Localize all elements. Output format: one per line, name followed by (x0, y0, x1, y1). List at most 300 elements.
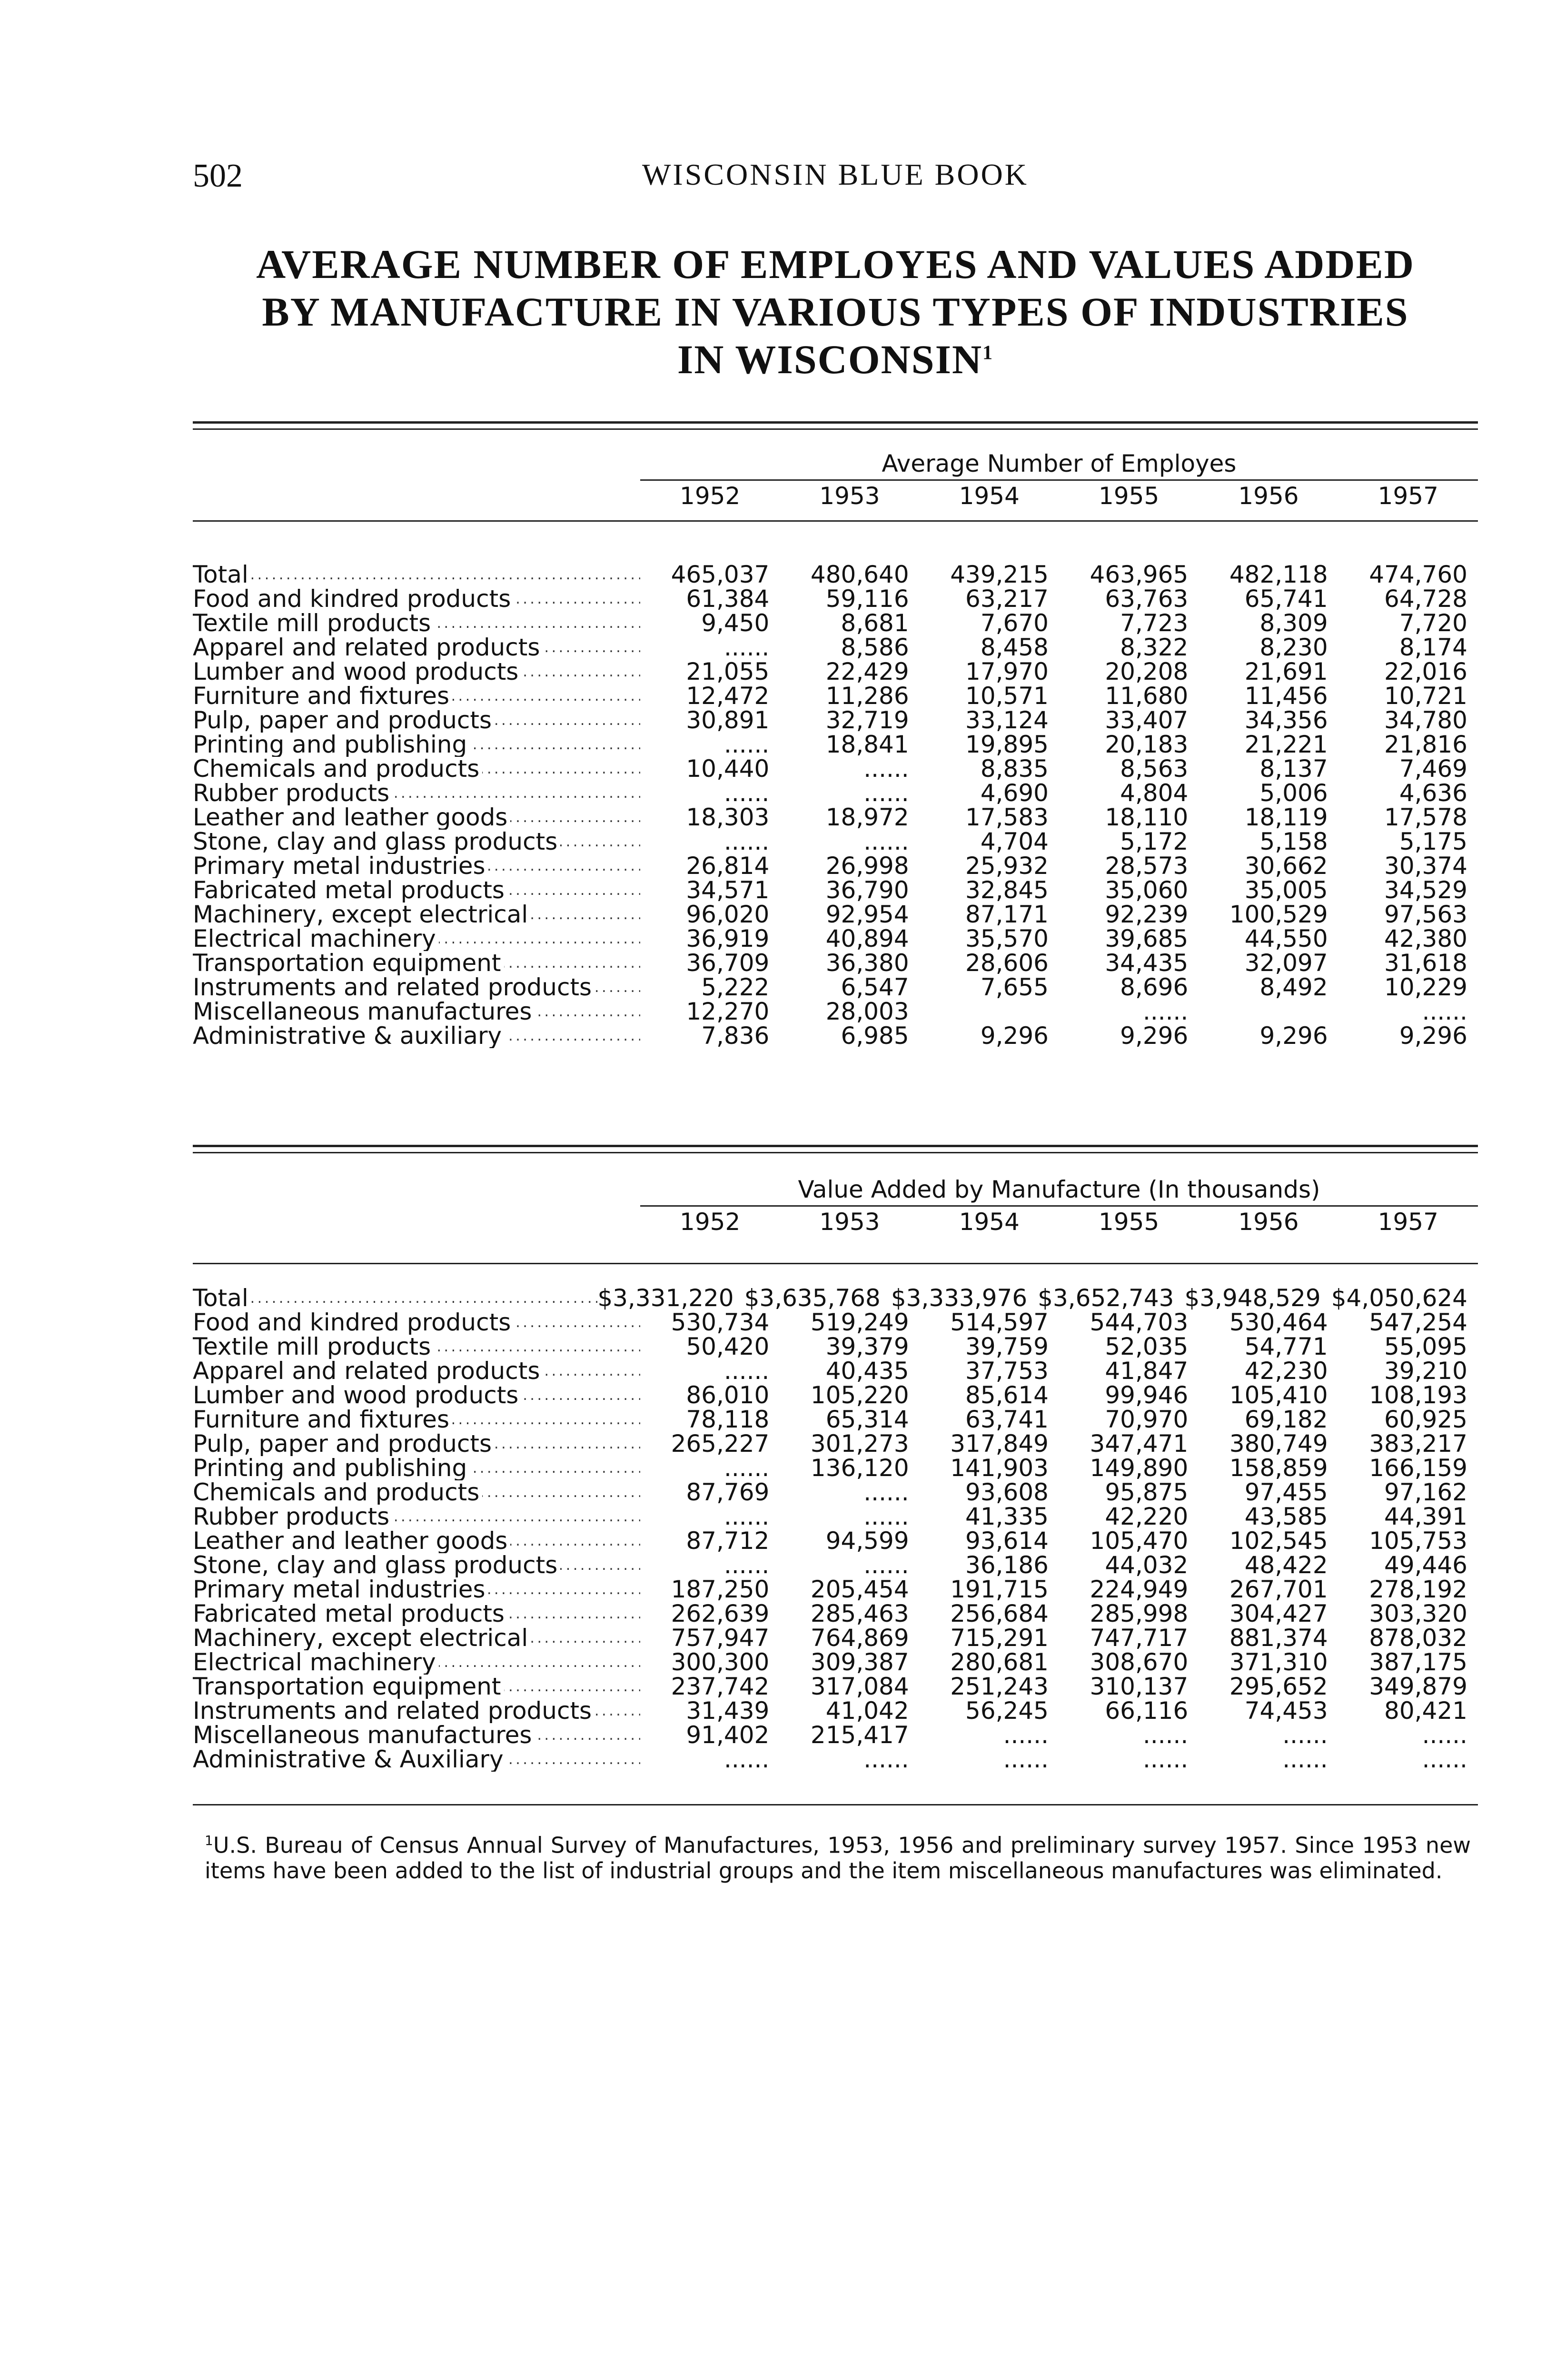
table-cell: 64,728 (1384, 585, 1467, 613)
row-label-text: Furniture and fixtures (193, 1408, 452, 1432)
table-cell: ...... (1422, 998, 1467, 1025)
table-cell: 5,175 (1399, 828, 1467, 855)
table-cell: 7,836 (701, 1022, 770, 1050)
row-label (193, 1335, 640, 1359)
row-label (193, 1699, 640, 1723)
table-cell: 757,947 (671, 1624, 770, 1652)
footnote-mark: 1 (205, 1833, 213, 1848)
row-label (193, 1408, 640, 1432)
row-label-text: Instruments and related products (193, 1699, 595, 1723)
row-label-text: Pulp, paper and products (193, 1432, 495, 1456)
row-label-text: Stone, clay and glass products (193, 1553, 560, 1577)
table-cell: 547,254 (1369, 1309, 1467, 1336)
row-label-text: Apparel and related products (193, 1359, 543, 1383)
table-cell: 317,849 (950, 1430, 1049, 1458)
table-cell: $3,948,529 (1184, 1284, 1321, 1312)
table-cell: 166,159 (1369, 1454, 1467, 1482)
title-footnote-mark: 1 (982, 342, 994, 364)
page-number: 502 (193, 158, 243, 194)
table-cell: 93,614 (965, 1527, 1049, 1555)
table-cell: 31,618 (1384, 949, 1467, 977)
table-cell: ...... (723, 1551, 770, 1579)
group-heading-rule (640, 479, 1478, 481)
table-cell: 65,741 (1244, 585, 1328, 613)
table-row (193, 563, 1478, 587)
row-label (193, 1432, 640, 1456)
table-cell: 715,291 (950, 1624, 1049, 1652)
table-cell: 22,016 (1384, 658, 1467, 685)
table-cell: 349,879 (1369, 1673, 1467, 1700)
table-cell: 251,243 (950, 1673, 1049, 1700)
row-label-text: Machinery, except electrical (193, 902, 531, 927)
row-label (193, 1505, 640, 1529)
row-label-text: Printing and publishing (193, 1456, 470, 1480)
table-cell: 56,245 (965, 1697, 1049, 1725)
table-cell: 5,222 (701, 973, 770, 1001)
row-label (193, 902, 640, 927)
table-cell: 7,469 (1399, 755, 1467, 783)
table-cell: $3,333,976 (891, 1284, 1028, 1312)
row-label (193, 733, 640, 757)
year-header: 1956 (1238, 1208, 1299, 1236)
page-title (181, 240, 1490, 383)
table-bottom-rule (193, 1804, 1478, 1805)
table-cell: 63,741 (965, 1406, 1049, 1433)
row-label (193, 1553, 640, 1577)
table-cell: 36,380 (825, 949, 909, 977)
table-cell: 256,684 (950, 1600, 1049, 1627)
row-label (193, 708, 640, 733)
value-added-rows (193, 1286, 1478, 1772)
table-cell: 9,296 (1259, 1022, 1328, 1050)
table-cell: 8,322 (1120, 634, 1189, 661)
row-label (193, 635, 640, 660)
table-cell: ...... (1003, 1721, 1049, 1749)
table-cell: 303,320 (1369, 1600, 1467, 1627)
table-cell: 108,193 (1369, 1381, 1467, 1409)
table-cell: 87,171 (965, 901, 1049, 928)
row-label (193, 757, 640, 781)
year-header: 1957 (1378, 1208, 1438, 1236)
row-label-text: Electrical machinery (193, 927, 439, 951)
table-row (193, 805, 1478, 830)
table-cell: 8,174 (1399, 634, 1467, 661)
table-cell: ...... (723, 828, 770, 855)
table-cell: 63,217 (965, 585, 1049, 613)
table-cell: 141,903 (950, 1454, 1049, 1482)
row-label (193, 611, 640, 635)
table-cell: 97,563 (1384, 901, 1467, 928)
table-cell: 8,681 (841, 609, 909, 637)
table-cell: 34,780 (1384, 706, 1467, 734)
table-cell: 465,037 (671, 561, 770, 588)
table-cell: 102,545 (1229, 1527, 1328, 1555)
table-row (193, 1456, 1478, 1480)
table-row (193, 878, 1478, 902)
table-cell: ...... (1142, 1745, 1189, 1773)
table-cell: 310,137 (1090, 1673, 1189, 1700)
table-row (193, 1699, 1478, 1723)
table-cell: 7,720 (1399, 609, 1467, 637)
row-label-text: Leather and leather goods (193, 1529, 510, 1553)
employes-rows (193, 563, 1478, 1048)
table-cell: 52,035 (1105, 1333, 1189, 1360)
table-cell: 35,060 (1105, 876, 1189, 904)
table-cell: ...... (1282, 1745, 1328, 1773)
table-row (193, 757, 1478, 781)
table-cell: 40,435 (825, 1357, 909, 1385)
table-cell: 39,759 (965, 1333, 1049, 1360)
table-cell: 371,310 (1229, 1648, 1328, 1676)
table-cell: 9,296 (980, 1022, 1049, 1050)
table-cell: 7,670 (980, 609, 1049, 637)
table-cell: 6,985 (841, 1022, 909, 1050)
table-row (193, 1505, 1478, 1529)
table-cell: 4,636 (1399, 779, 1467, 807)
year-header: 1955 (1099, 1208, 1160, 1236)
table-cell: 136,120 (810, 1454, 909, 1482)
row-label-text: Total (193, 563, 251, 587)
table-cell: 42,380 (1384, 925, 1467, 952)
table-cell: 50,420 (686, 1333, 770, 1360)
table-cell: 59,116 (825, 585, 909, 613)
table-cell: 20,208 (1105, 658, 1189, 685)
table-cell: 17,970 (965, 658, 1049, 685)
year-header: 1953 (819, 1208, 880, 1236)
table-cell: 187,250 (671, 1576, 770, 1603)
table-cell: 69,182 (1244, 1406, 1328, 1433)
row-label-text: Primary metal industries (193, 854, 488, 878)
row-label (193, 1650, 640, 1675)
year-header: 1955 (1099, 482, 1160, 510)
table-cell: 21,816 (1384, 731, 1467, 758)
row-label (193, 975, 640, 1000)
footnote (205, 1828, 1471, 1884)
table-cell: 32,845 (965, 876, 1049, 904)
table-cell: 347,471 (1090, 1430, 1189, 1458)
row-label (193, 781, 640, 805)
table-cell: ...... (1003, 1745, 1049, 1773)
table-row (193, 1553, 1478, 1577)
table-cell: 36,790 (825, 876, 909, 904)
table-cell: 8,492 (1259, 973, 1328, 1001)
row-label (193, 1383, 640, 1408)
row-label-text: Miscellaneous manufactures (193, 1000, 535, 1024)
group-heading-rule (640, 1205, 1478, 1207)
value-added-group-heading: Value Added by Manufacture (In thousands) (798, 1176, 1320, 1203)
title-line-2: BY MANUFACTURE IN VARIOUS TYPES OF INDUSTRIES (262, 289, 1409, 335)
table-row (193, 902, 1478, 927)
title-line-3-wrap (181, 336, 1490, 383)
table-cell: 44,550 (1244, 925, 1328, 952)
table-cell: 33,124 (965, 706, 1049, 734)
table-cell: 70,970 (1105, 1406, 1189, 1433)
table-row (193, 927, 1478, 951)
row-label (193, 878, 640, 902)
table-cell: 32,097 (1244, 949, 1328, 977)
table-cell: 878,032 (1369, 1624, 1467, 1652)
table-cell: 44,032 (1105, 1551, 1189, 1579)
table-cell: 514,597 (950, 1309, 1049, 1336)
table-cell: 105,470 (1090, 1527, 1189, 1555)
table-row (193, 660, 1478, 684)
table-row (193, 1335, 1478, 1359)
table-cell: 7,723 (1120, 609, 1189, 637)
table-cell: 317,084 (810, 1673, 909, 1700)
row-label (193, 830, 640, 854)
table-cell: 9,450 (701, 609, 770, 637)
table-cell: 267,701 (1229, 1576, 1328, 1603)
year-header: 1952 (680, 482, 741, 510)
row-label-text: Administrative & auxiliary (193, 1024, 505, 1048)
table-row (193, 733, 1478, 757)
table-cell: 301,273 (810, 1430, 909, 1458)
table-cell: 300,300 (671, 1648, 770, 1676)
row-label (193, 660, 640, 684)
table-cell: ...... (863, 1478, 909, 1506)
table-cell: ...... (863, 755, 909, 783)
table-row (193, 1359, 1478, 1383)
table-cell: 33,407 (1105, 706, 1189, 734)
row-label-text: Apparel and related products (193, 635, 543, 660)
table-cell: 21,221 (1244, 731, 1328, 758)
table-cell: 36,919 (686, 925, 770, 952)
table-cell: 97,162 (1384, 1478, 1467, 1506)
table-cell: 5,158 (1259, 828, 1328, 855)
table-cell: 12,270 (686, 998, 770, 1025)
table-cell: 309,387 (810, 1648, 909, 1676)
table-cell: 8,696 (1120, 973, 1189, 1001)
year-header: 1953 (819, 482, 880, 510)
table-cell: 380,749 (1229, 1430, 1328, 1458)
row-label-text: Fabricated metal products (193, 878, 507, 902)
row-label-text: Food and kindred products (193, 587, 514, 611)
table-cell: 18,841 (825, 731, 909, 758)
table-cell: 262,639 (671, 1600, 770, 1627)
table-cell: 31,439 (686, 1697, 770, 1725)
table-cell: 48,422 (1244, 1551, 1328, 1579)
row-label (193, 927, 640, 951)
table-cell: 280,681 (950, 1648, 1049, 1676)
table-cell: 28,003 (825, 998, 909, 1025)
table-cell: 12,472 (686, 682, 770, 710)
table-cell: 41,335 (965, 1503, 1049, 1530)
table-cell: 80,421 (1384, 1697, 1467, 1725)
year-header: 1954 (959, 1208, 1020, 1236)
table-cell: 5,006 (1259, 779, 1328, 807)
table-cell: ...... (723, 1503, 770, 1530)
table-cell: 92,239 (1105, 901, 1189, 928)
table-cell: 49,446 (1384, 1551, 1467, 1579)
table-cell: 9,296 (1399, 1022, 1467, 1050)
table-row (193, 1408, 1478, 1432)
table-cell: 85,614 (965, 1381, 1049, 1409)
table-row (193, 1577, 1478, 1602)
table-cell: 97,455 (1244, 1478, 1328, 1506)
table-row (193, 1480, 1478, 1505)
table-cell: 26,998 (825, 852, 909, 880)
table-cell: 149,890 (1090, 1454, 1189, 1482)
table-cell: ...... (723, 634, 770, 661)
row-label-text: Lumber and wood products (193, 660, 521, 684)
row-label (193, 1000, 640, 1024)
table-cell: 285,998 (1090, 1600, 1189, 1627)
table-cell: 224,949 (1090, 1576, 1189, 1603)
table-cell: ...... (1422, 1721, 1467, 1749)
table-row (193, 1000, 1478, 1024)
table-row (193, 708, 1478, 733)
table-cell: ...... (1422, 1745, 1467, 1773)
table-row (193, 587, 1478, 611)
table-cell: 21,691 (1244, 658, 1328, 685)
table-cell: 544,703 (1090, 1309, 1189, 1336)
table-cell: 20,183 (1105, 731, 1189, 758)
row-label-text: Rubber products (193, 781, 392, 805)
table-cell: 8,309 (1259, 609, 1328, 637)
table-cell: ...... (863, 828, 909, 855)
table-cell: 295,652 (1229, 1673, 1328, 1700)
table-top-rule (193, 1145, 1478, 1153)
row-label-text: Rubber products (193, 1505, 392, 1529)
table-row (193, 1602, 1478, 1626)
table-cell: 7,655 (980, 973, 1049, 1001)
row-label (193, 1286, 597, 1310)
row-label-text: Textile mill products (193, 1335, 434, 1359)
table-cell: 764,869 (810, 1624, 909, 1652)
row-label-text: Fabricated metal products (193, 1602, 507, 1626)
table-cell: ...... (863, 779, 909, 807)
table-cell: 4,690 (980, 779, 1049, 807)
table-cell: 55,095 (1384, 1333, 1467, 1360)
table-cell: 463,965 (1090, 561, 1189, 588)
table-cell: 308,670 (1090, 1648, 1189, 1676)
table-cell: ...... (863, 1551, 909, 1579)
table-cell: 65,314 (825, 1406, 909, 1433)
row-label-text: Lumber and wood products (193, 1383, 521, 1408)
table-cell: 60,925 (1384, 1406, 1467, 1433)
value-added-table (193, 1145, 1478, 1821)
table-cell: 35,570 (965, 925, 1049, 952)
table-row (193, 684, 1478, 708)
row-label-text: Administrative & Auxiliary (193, 1747, 506, 1772)
header-bottom-rule (193, 520, 1478, 522)
table-cell: 41,042 (825, 1697, 909, 1725)
table-row (193, 951, 1478, 975)
table-cell: 36,186 (965, 1551, 1049, 1579)
table-row (193, 1675, 1478, 1699)
row-label (193, 1675, 640, 1699)
table-cell: 8,458 (980, 634, 1049, 661)
row-label-text: Pulp, paper and products (193, 708, 495, 733)
table-cell: 44,391 (1384, 1503, 1467, 1530)
table-cell: $4,050,624 (1331, 1284, 1467, 1312)
row-label (193, 1480, 640, 1505)
table-cell: 37,753 (965, 1357, 1049, 1385)
table-cell: 78,118 (686, 1406, 770, 1433)
table-cell: 11,456 (1244, 682, 1328, 710)
table-cell: 474,760 (1369, 561, 1467, 588)
table-row (193, 1383, 1478, 1408)
table-cell: 18,972 (825, 803, 909, 831)
table-cell: 881,374 (1229, 1624, 1328, 1652)
table-cell: 482,118 (1229, 561, 1328, 588)
table-cell: 8,835 (980, 755, 1049, 783)
table-cell: 43,585 (1244, 1503, 1328, 1530)
table-row (193, 1650, 1478, 1675)
table-cell: 32,719 (825, 706, 909, 734)
year-header: 1952 (680, 1208, 741, 1236)
table-cell: 11,286 (825, 682, 909, 710)
table-cell (1199, 1000, 1338, 1024)
table-cell: ...... (1142, 998, 1189, 1025)
table-cell: 105,220 (810, 1381, 909, 1409)
row-label (193, 1747, 640, 1772)
row-label-text: Primary metal industries (193, 1577, 488, 1602)
table-cell: 66,116 (1105, 1697, 1189, 1725)
header-bottom-rule (193, 1263, 1478, 1264)
table-top-rule (193, 421, 1478, 430)
table-cell: 22,429 (825, 658, 909, 685)
row-label (193, 1723, 640, 1747)
table-cell: 91,402 (686, 1721, 770, 1749)
table-cell: $3,652,743 (1038, 1284, 1174, 1312)
row-label (193, 1577, 640, 1602)
row-label-text: Machinery, except electrical (193, 1626, 531, 1650)
row-label (193, 563, 640, 587)
table-cell: 35,005 (1244, 876, 1328, 904)
table-cell: 10,571 (965, 682, 1049, 710)
table-row (193, 1747, 1478, 1772)
table-cell: 480,640 (810, 561, 909, 588)
row-label-text: Electrical machinery (193, 1650, 439, 1675)
year-header: 1957 (1378, 482, 1438, 510)
table-cell: 74,453 (1244, 1697, 1328, 1725)
table-cell: 8,137 (1259, 755, 1328, 783)
table-row (193, 1723, 1478, 1747)
table-cell: 10,440 (686, 755, 770, 783)
table-row (193, 1310, 1478, 1335)
row-label-text: Printing and publishing (193, 733, 470, 757)
page-header (193, 157, 1478, 200)
table-cell: 105,753 (1369, 1527, 1467, 1555)
row-label-text: Instruments and related products (193, 975, 595, 1000)
row-label-text: Transportation equipment (193, 1675, 504, 1699)
table-cell: 21,055 (686, 658, 770, 685)
table-cell: 215,417 (810, 1721, 909, 1749)
table-cell: 96,020 (686, 901, 770, 928)
table-cell: ...... (723, 1745, 770, 1773)
row-label (193, 854, 640, 878)
table-cell: 34,529 (1384, 876, 1467, 904)
table-cell: 383,217 (1369, 1430, 1467, 1458)
table-cell: 87,769 (686, 1478, 770, 1506)
table-cell: 42,220 (1105, 1503, 1189, 1530)
table-cell: ...... (723, 1357, 770, 1385)
table-cell: 99,946 (1105, 1381, 1189, 1409)
year-header: 1954 (959, 482, 1020, 510)
table-cell: 18,303 (686, 803, 770, 831)
table-cell: 8,563 (1120, 755, 1189, 783)
table-cell: 11,680 (1105, 682, 1189, 710)
table-cell: 237,742 (671, 1673, 770, 1700)
table-cell: 34,571 (686, 876, 770, 904)
row-label-text: Furniture and fixtures (193, 684, 452, 708)
table-cell: 17,578 (1384, 803, 1467, 831)
table-cell: 4,804 (1120, 779, 1189, 807)
table-cell: 30,891 (686, 706, 770, 734)
row-label-text: Transportation equipment (193, 951, 504, 975)
year-header: 1956 (1238, 482, 1299, 510)
